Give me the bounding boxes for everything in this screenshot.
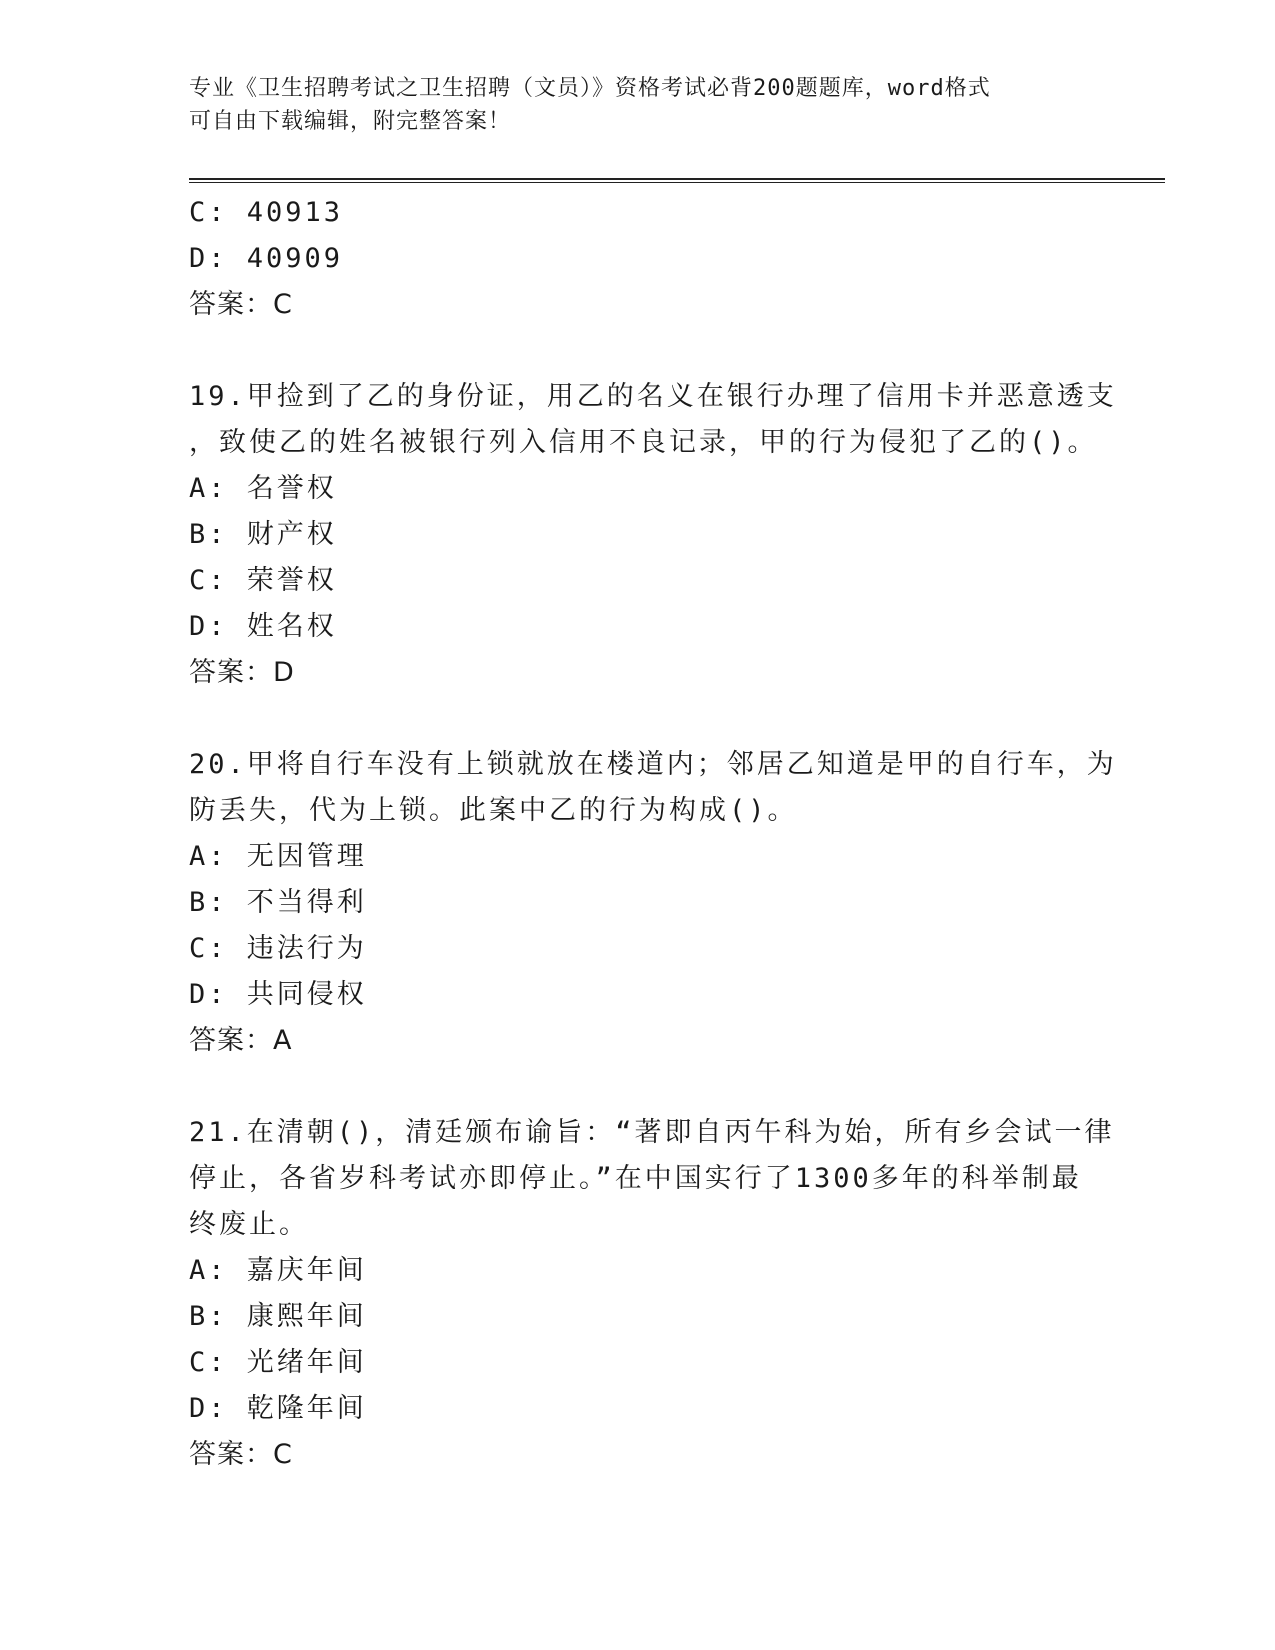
option-a: A: 嘉庆年间 (189, 1255, 367, 1286)
header-divider (189, 178, 1165, 183)
option-a: A: 名誉权 (189, 473, 337, 504)
document-header (189, 72, 1089, 138)
carryover-block (189, 190, 1089, 328)
option-a: A: 无因管理 (189, 841, 367, 872)
option-b: B: 不当得利 (189, 887, 367, 918)
answer-line: 答案：A (189, 1025, 293, 1056)
question-20 (189, 742, 1117, 1064)
question-text-line: 21.在清朝()，清廷颁布谕旨：“著即自丙午科为始，所有乡会试一律 (189, 1117, 1115, 1148)
option-c: C: 荣誉权 (189, 565, 337, 596)
header-title-line-1: 专业《卫生招聘考试之卫生招聘（文员）》资格考试必背200题题库，word格式 (189, 76, 991, 101)
header-title-line-2: 可自由下载编辑，附完整答案！ (189, 109, 512, 134)
question-text-line: 20.甲将自行车没有上锁就放在楼道内；邻居乙知道是甲的自行车，为 (189, 749, 1117, 780)
option-b: B: 康熙年间 (189, 1301, 367, 1332)
option-c: C: 光绪年间 (189, 1347, 367, 1378)
question-text-line: 防丢失，代为上锁。此案中乙的行为构成()。 (189, 795, 798, 826)
option-d: D: 乾隆年间 (189, 1393, 367, 1424)
option-d: D: 40909 (189, 243, 344, 274)
option-d: D: 共同侵权 (189, 979, 367, 1010)
question-text-line: 停止，各省岁科考试亦即停止。”在中国实行了1300多年的科举制最 (189, 1163, 1082, 1194)
question-text-line: 19.甲捡到了乙的身份证，用乙的名义在银行办理了信用卡并恶意透支 (189, 381, 1117, 412)
answer-line: 答案：D (189, 657, 295, 688)
answer-line: 答案：C (189, 289, 293, 320)
question-text-line: ，致使乙的姓名被银行列入信用不良记录，甲的行为侵犯了乙的()。 (189, 427, 1098, 458)
question-19 (189, 374, 1117, 696)
question-text-line: 终废止。 (189, 1209, 309, 1240)
document-body (189, 190, 1117, 1478)
question-21 (189, 1110, 1115, 1478)
option-c: C: 40913 (189, 197, 344, 228)
option-b: B: 财产权 (189, 519, 337, 550)
option-d: D: 姓名权 (189, 611, 337, 642)
option-c: C: 违法行为 (189, 933, 367, 964)
answer-line: 答案：C (189, 1439, 293, 1470)
